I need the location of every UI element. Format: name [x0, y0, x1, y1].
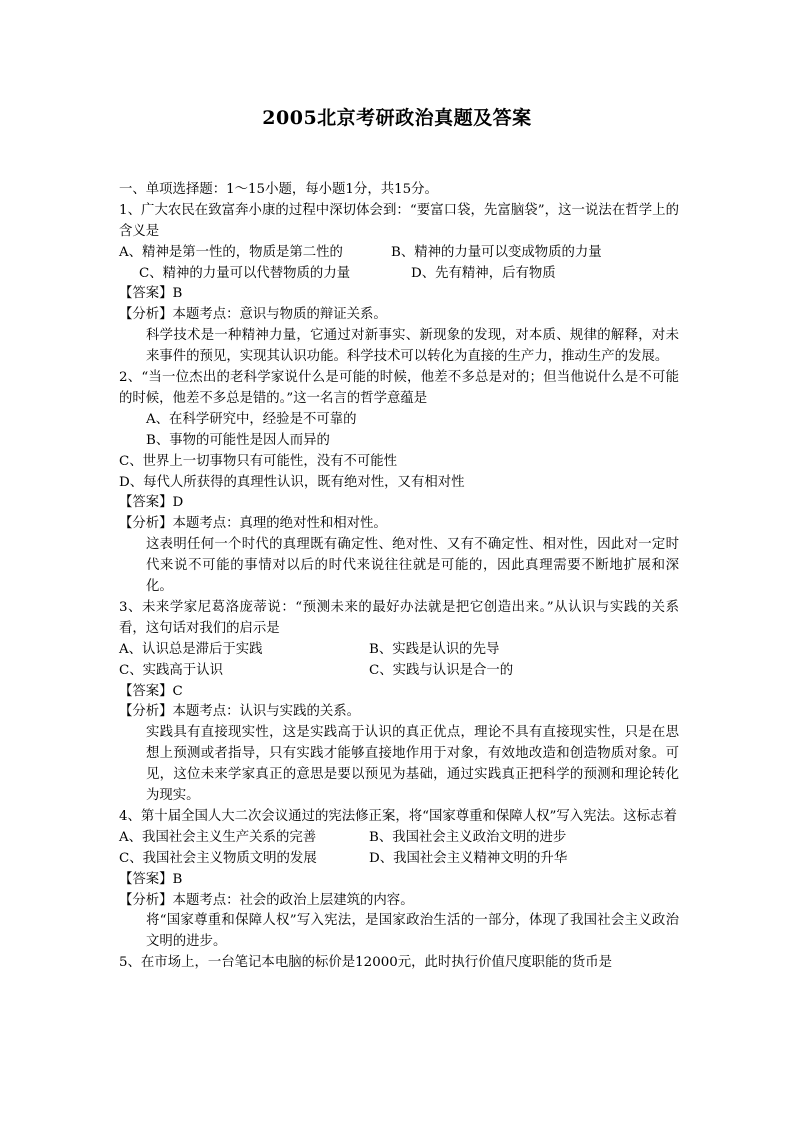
question-4-options-row-2	[119, 849, 679, 870]
question-2-analysis: 【分析】本题考点：真理的绝对性和相对性。	[119, 516, 387, 532]
question-1-option-c: C、精神的力量可以代替物质的力量	[139, 265, 351, 281]
question-4-option-b: B、我国社会主义政治文明的进步	[369, 829, 567, 845]
document-body	[119, 180, 679, 974]
question-3-analysis: 【分析】本题考点：认识与实践的关系。	[119, 704, 361, 720]
question-3-stem: 3、未来学家尼葛洛庞蒂说：“预测未来的最好办法就是把它创造出来。”从认识与实践的关系看，这句话对我们的启示是	[119, 599, 679, 636]
question-1-option-a: A、精神是第一性的，物质是第二性的	[119, 244, 343, 260]
question-1-analysis: 【分析】本题考点：意识与物质的辩证关系。	[119, 307, 387, 323]
question-4-option-d: D、我国社会主义精神文明的升华	[369, 850, 568, 866]
question-2-option-a: A、在科学研究中，经验是不可靠的	[146, 411, 357, 427]
question-2-explanation: 这表明任何一个时代的真理既有确定性、绝对性、又有不确定性、相对性，因此对一定时代来说不可能的事情对以后的时代来说往往就是可能的，因此真理需要不断地扩展和深化。	[146, 537, 679, 595]
question-4-options-row-1	[119, 828, 679, 849]
question-3-option-a: A、认识总是滞后于实践	[119, 641, 263, 657]
question-3-option-c: C、实践高于认识	[119, 662, 223, 678]
question-1-option-b: B、精神的力量可以变成物质的力量	[391, 244, 602, 260]
question-3-option-b: B、实践是认识的先导	[369, 641, 500, 657]
question-1-stem: 1、广大农民在致富奔小康的过程中深切体会到：“要富口袋，先富脑袋”，这一说法在哲学上的含义是	[119, 202, 679, 239]
question-2-option-c: C、世界上一切事物只有可能性，没有不可能性	[119, 453, 398, 469]
question-4-answer: 【答案】B	[119, 871, 183, 887]
question-4-option-a: A、我国社会主义生产关系的完善	[119, 829, 317, 845]
question-2-option-b: B、事物的可能性是因人而异的	[146, 432, 330, 448]
question-4-explanation: 将“国家尊重和保障人权”写入宪法，是国家政治生活的一部分，体现了我国社会主义政治文明的进步。	[146, 913, 679, 950]
question-4-stem: 4、第十届全国人大二次会议通过的宪法修正案，将“国家尊重和保障人权”写入宪法。这标志着	[119, 808, 677, 824]
question-1-explanation: 科学技术是一种精神力量，它通过对新事实、新现象的发现，对本质、规律的解释，对未来事件的预见，实现其认识功能。科学技术可以转化为直接的生产力，推动生产的发展。	[146, 328, 679, 365]
question-2-option-d: D、每代人所获得的真理性认识，既有绝对性，又有相对性	[119, 474, 465, 490]
question-1-options-row-1	[119, 243, 679, 264]
question-3-options-row-2	[119, 661, 679, 682]
question-1-answer: 【答案】B	[119, 286, 183, 302]
question-1-options-row-2	[119, 264, 679, 285]
question-3-option-d: C、实践与认识是合一的	[369, 662, 514, 678]
question-3-answer: 【答案】C	[119, 683, 183, 699]
question-5-stem: 5、在市场上，一台笔记本电脑的标价是12000元，此时执行价值尺度职能的货币是	[119, 955, 613, 971]
question-4-analysis: 【分析】本题考点：社会的政治上层建筑的内容。	[119, 892, 414, 908]
question-2-stem: 2、“当一位杰出的老科学家说什么是可能的时候，他差不多总是对的；但当他说什么是不可能的时候，他差不多总是错的。”这一名言的哲学意蕴是	[119, 370, 679, 406]
question-3-options-row-1	[119, 640, 679, 661]
question-1-option-d: D、先有精神，后有物质	[411, 265, 556, 281]
question-2-answer: 【答案】D	[119, 495, 184, 511]
question-3-explanation: 实践具有直接现实性，这是实践高于认识的真正优点，理论不具有直接现实性，只是在思想上预测或者指导，只有实践才能够直接地作用于对象，有效地改造和创造物质对象。可见，这位未来学家真正的意思是要以预见为基础，通过实践真正把科学的预测和理论转化为现实。	[146, 725, 679, 804]
section-header: 一、单项选择题：1～15小题，每小题1分，共15分。	[119, 182, 438, 197]
document-title: 2005北京考研政治真题及答案	[262, 107, 532, 129]
question-4-option-c: C、我国社会主义物质文明的发展	[119, 850, 317, 866]
